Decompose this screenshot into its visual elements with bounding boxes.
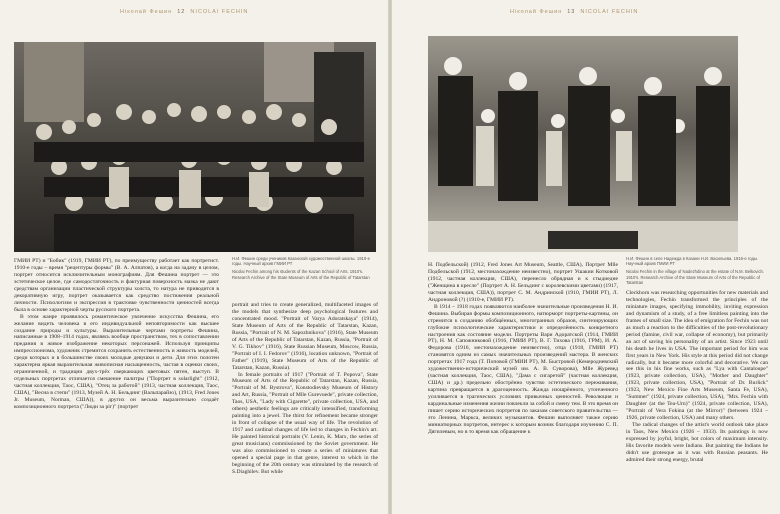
left-page-number: 12 [177,9,186,15]
right-caption-ru: Н.И. Фешин в селе Надежда в Казани Н.И. Васильева. 1916-е годы. Научный архив ГМИИ РТ [626,256,759,267]
left-caption-en: Nicolai Fechin among his students of the Kazan School of Arts. 1910's. Research Archive of the State Museum of Arts of the Republic of Tatarstan [232,269,370,280]
left-running-head [120,9,248,15]
book-gutter [388,0,392,514]
left-photo-caption [232,256,372,283]
right-photo-caption [626,256,766,288]
left-ru-paragraph-2: В этом жанре проявилось романтическое увлечение искусства Фешина, его желание видеть человека в его индивидуальной неповторимости как высшее создание природы и культуры. Выразительные чертами портреты Фешина, написанные в 1908–1914 годах, являясь вообще пространством, тех в сопоставлении предания в живое изображение некоторых персонажей. Используя принципы импрессионизма, художник стремится сохранить естественность и живость моделей, среди которых и в большинстве своих молодые девушки и дети. Для этих полотен характерна яркая выразительная живописная насыщенность, частая в оценки своих, ограниченной, и традиции двух-трёх сверкающих цветовых пятен, выступ. В отдельных портретах отличается смешение палитры ("Портрет в solarlight" (1912, частная коллекция, Таос, США), "Отец за работой" (1913, частная коллекция, Таос, США), "Весна в степи" (1913, Музей А. Н. Бельдинг (Вальпарайзо), (1913, Fred Jones Jr. Museum, Norman, США)), в других он весьма выразительно создаёт композиционного портрета ("Люди за ріг)" (портрет [14,313,219,411]
right-en-paragraph-2: The radical changes of the artist's world outlook take place in Taos, New Mexico (1926 – 1933). Its paintings is now expressed by joyful, bright, hot colors of maximum intensity. His favorite models were Indians. But painting the Indians he didn't use grotesque as it was with Russian peasants. He admired their strong energy, brutal [626,422,768,463]
right-photo-village [428,36,738,252]
right-en-paragraph-1: Cleckhorn was researching opportunities for new materials and technologies, Fechin transformed the principles of the miniature images, specifying immobility, inviting expression and dynamism of a study, of a free limitless painting into the frames of small size. The idea of emigration for Fechin was not as much a reaction to the difficulties of the post-revolutionary period (famine, civil war, collapse of economy), but primarily an act of saving his personality of an artist. Since 1923 until his death he lives in USA. The important period for him was first years in New York. His style at this period did not change radically, but it became more colorful and decorative. We can see this in his fine works, such as "Lya with Cantaloupe" (1923, private collection, USA), "Mother and Daughter" (1923, private collection, USA), "Portrait of Dr. Burlick" (1923, New Mexico Fine Arts Museum, Santa Fe, USA), "Summer" (1924, private collection, USA), "Mrs. Fechin with Daughter (at the Tea-Urn)" (1924, private collection, USA), "Portrait of Vera Fokina (at the Mirror)" (between 1924 – 1926, private collection, USA) and many others. [626,290,768,422]
right-running-head-ru: Ніколай Фешин [510,9,563,15]
left-running-title: NICOLAI FECHIN [190,9,249,15]
right-running-head [510,9,638,15]
left-en-paragraph-1: portrait and tries to create generalized, multifaceted images of the models that synthesize deep psychological features and concentrated mood. "Portrait of Varya Adoratskaya" (1914), State Museum of Arts of the Republic of Tatarstan, Kazan, Russia, "Portrait of N. M. Sapozhnikova" (1916), State Museum of Arts of the Republic of Tatarstan, Kazan, Russia, "Portrait of V. G. Tikhov" (1916), State Russian Museum, Moscow, Russia, "Portrait of I. I. Fedorov" (1916), location unknown, "Portrait of Father" (1919), State Museum of Arts of the Republic of Tatarstan, Kazan, Russia). [232,302,378,371]
left-running-head-ru: Ніколай Фешин [120,9,173,15]
right-running-title: NICOLAI FECHIN [580,9,639,15]
village-photo-image [428,36,738,252]
right-page-number: 13 [567,9,576,15]
right-text-column-en [626,290,768,508]
group-photo-image [14,42,376,252]
right-text-column-ru [428,262,618,508]
left-ru-paragraph-1: ГМИИ РТ) и "Бобик" (1919, ГМИИ РТ), по преимуществу работает как портретист. 1910-е годы – время "рецептуры формы" (В. А. Алпатов), а когда на задачу в целом, портрет относится исключительным монографиям. Для Фешина портрет — это эстетическое целое, где самодостаточность и фактурная поверхность мазка не дают средствам организации пластической структуры холста, то натура не приводится в декоративную игру, портрет оказывается как средство постижения реальной личности. Психологизм и экспрессия в трактовке чувственности ценностей всегда была в основе характерной черты русского портрета. [14,258,219,313]
right-ru-paragraph-2: В 1914 – 1918 годах появляются наиболее значительные произведения Н. И. Фешина. Выбирая формы композиционного, натюрморт портреты-картины, он стремится к созданию обобщённых, многогранных образов, синтезирующих глубокие психологические характеристики и определённость конкретного настроения как состояние модели. Портреты Вари Адоратской (1914, ГМИИ РТ), Н. М. Сапожниковой (1916, ГМИИ РТ), В. Г. Тихова (1916, ГРМ), И. А. Федорова (1916, местонахождение неизвестно), отца (1918, ГМИИ РТ) становятся одним из самых значительных произведений мастера. В женских портретах 1917 года (Т. Поповой (ГМИИ РТ), М. Быстровой (Кемеродиевский художественно-исторический музей им. А. В. Суворова), Mlle Журевед (частная коллекция, Таос, США), "Дама с сигаретой" (частная коллекция, США) и др.) предельно обострённо чувство эстетического переживания, картина превращается в драгоценность. Жажда изощрённого, утонченного усиливается в трагических условиях привычных ценностей. Революция и кардинальные изменения жизни повлекли за собой и смену тем. В это время он пишет серию исторических портретов по заказам советского правительства — это Ленина, Маркса, великих музыкантов. Фешин выполняет также серию миниатюрных портретов, интерес к которым возник благодаря изучению С. П. Дягилевым, но в то время как обращение к [428,303,618,435]
left-text-column-ru [14,258,219,508]
left-text-column-en [232,302,378,508]
right-caption-en: Nicolai Fechin in the village of Nadezhdino at the estate of N.M. Belkovich. 1910's. Research Archive of the State Museum of Arts of the Republic of Tatarstan [626,269,765,285]
left-caption-ru: Н.И. Фешин среди учеников Казанской художественной школы. 1910-е годы. Научный архив ГМИИ РТ [232,256,370,267]
left-photo-students [14,42,376,252]
right-ru-paragraph-1: Н. Подбельской) (1912, Fred Jones Art Museum, Seattle, США), Портрет Mlle Подбельской (1912, местонахождение неизвестно), портрет Ушакии Котковой (1912, частная коллекция, США), перенесло обрядная и к стыдиедне ("Женщина в кресле" (Портрет А. Н. Бельдинг с королевскими цветами) (1917, частная коллекция, США)), портрет С. М. Андринской (1910, ГМИИ РТ), Л. Андроновой (?) (1910-е, ГМИИ РТ). [428,262,618,303]
right-page [390,0,780,514]
left-en-paragraph-2: In female portraits of 1917 ("Portrait of T. Popova", State Museum of Arts of the Republic of Tatarstan, Kazan, Russia, "Portrait of M. Bystrova", Konstodievsky Museum of History and Art, Russia, "Portrait of Mlle Gurevuede", private collection, Taos, USA, "Lady with Cigarette", private collection, USA, and others) aesthetic feelings are critically intensified, transforming painting into a jewel. The thirst for refinement became stronger in front of collapse of the usual way of life. The revolution of 1917 and cardinal changes of life led to changes in Fechin's art. He painted historical portraits (V. Lenin, K. Marx, the series of great musicians) commissioned by the Soviet government. He was also commissioned to create a series of miniatures that opened a special page in that genre, interest to which in the beginning of the 20th century was stimulated by the research of S.Diaghilev. But while [232,371,378,475]
